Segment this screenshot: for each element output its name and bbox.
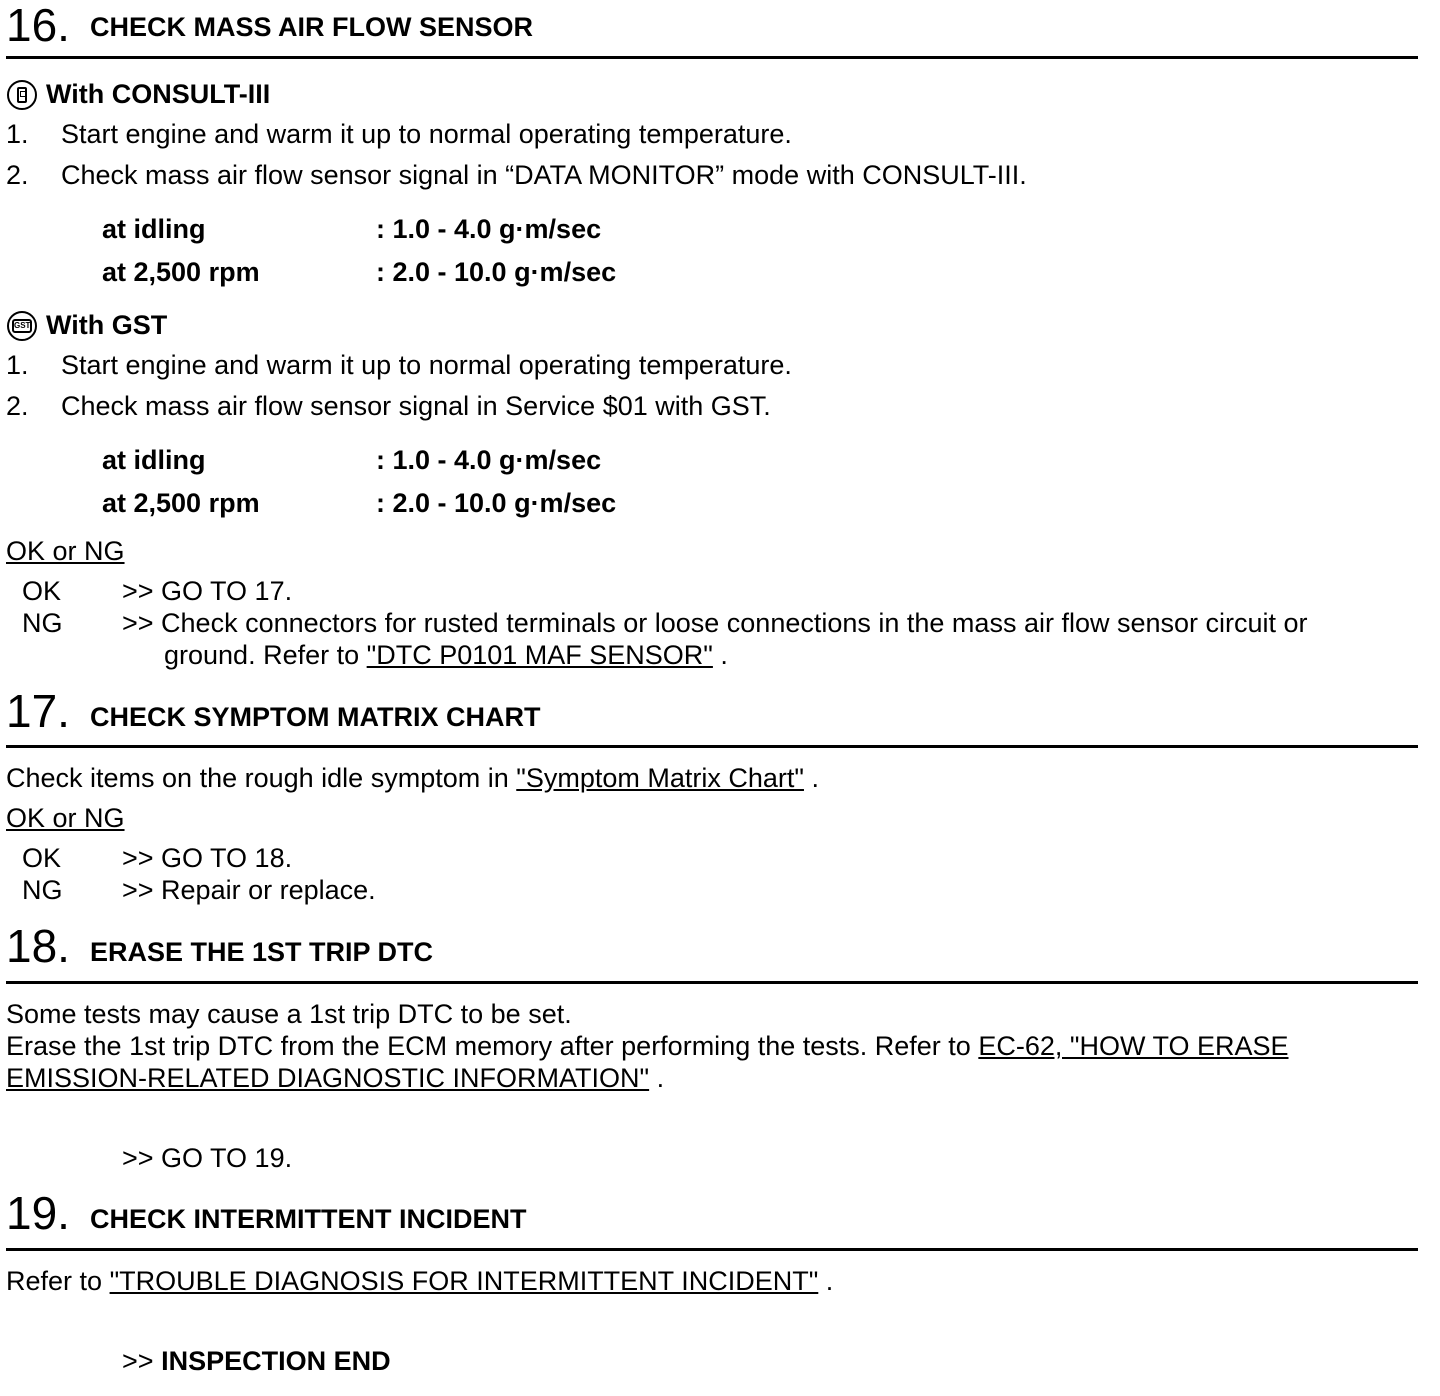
step-19-number: 19. [6,1187,70,1239]
inspection-end-line [122,1345,391,1377]
step-17-text-line [6,762,819,794]
dtc-p0101-link[interactable]: "DTC P0101 MAF SENSOR" [366,640,713,670]
gst-spec-idle-label: at idling [102,445,206,475]
step-16-title: CHECK MASS AIR FLOW SENSOR [90,12,534,42]
consult-spec-2500-label: at 2,500 rpm [102,257,260,287]
step-16-ok-label: OK [22,576,62,606]
step-18-line2: Erase the 1st trip DTC from the ECM memory after performing the tests. Refer to [6,1031,971,1061]
step-16-number: 16. [6,0,70,51]
step-16-ng-end: . [720,640,728,670]
consult-heading: With CONSULT-III [46,79,271,109]
gst-item-1-text: Start engine and warm it up to normal operating temperature. [61,350,792,380]
step-16-ng-refer: ground. Refer to [164,640,360,670]
step-18-end: . [656,1063,665,1093]
consult-icon [7,80,37,110]
step-17-text: Check items on the rough idle symptom in [6,763,509,793]
gst-spec-2500-value: : 2.0 - 10.0 g·m/sec [376,488,617,518]
step-19-text: Refer to [6,1266,103,1296]
step-17-divider [6,745,1418,748]
symptom-matrix-link[interactable]: "Symptom Matrix Chart" [516,763,804,793]
intermittent-incident-link[interactable]: "TROUBLE DIAGNOSIS FOR INTERMITTENT INCIDENT" [109,1266,819,1296]
gst-heading: With GST [46,310,168,340]
step-17-title: CHECK SYMPTOM MATRIX CHART [90,702,541,732]
step-16-ng-label: NG [22,608,63,638]
step-17-ok-label: OK [22,843,62,873]
consult-spec-idle-label: at idling [102,214,206,244]
consult-item-1-num: 1. [6,119,29,149]
step-17-number: 17. [6,685,70,737]
inspection-end-text: INSPECTION END [161,1346,391,1376]
step-18-goto: >> GO TO 19. [122,1143,293,1173]
step-18-number: 18. [6,920,70,972]
step-17-ng-label: NG [22,875,63,905]
consult-item-2-text: Check mass air flow sensor signal in “DATA MONITOR” mode with CONSULT-III. [61,160,1027,190]
step-16-ok-text: >> GO TO 17. [122,576,293,606]
step-17-result-heading: OK or NG [6,803,125,833]
step-18-line1: Some tests may cause a 1st trip DTC to be set. [6,999,572,1029]
step-18-divider [6,981,1418,984]
ec62-link-part2[interactable]: EMISSION-RELATED DIAGNOSTIC INFORMATION" [6,1063,650,1093]
gst-spec-idle-value: : 1.0 - 4.0 g·m/sec [376,445,602,475]
ec62-link-part1[interactable]: EC-62, "HOW TO ERASE [978,1031,1289,1061]
gst-item-2-num: 2. [6,391,29,421]
consult-item-2-num: 2. [6,160,29,190]
gst-icon: GST [7,311,37,341]
step-16-ng-text: >> Check connectors for rusted terminals or loose connections in the mass air flow sensor circuit or [122,608,1308,638]
inspection-end-arrow: >> [122,1346,154,1376]
gst-item-2-text: Check mass air flow sensor signal in Service $01 with GST. [61,391,771,421]
step-17-ok-text: >> GO TO 18. [122,843,293,873]
step-17-ng-text: >> Repair or replace. [122,875,376,905]
step-16-ng-line2 [164,639,728,671]
step-19-title: CHECK INTERMITTENT INCIDENT [90,1204,527,1234]
step-17-end: . [811,763,819,793]
step-19-end: . [825,1266,834,1296]
step-19-divider [6,1248,1418,1251]
consult-item-1-text: Start engine and warm it up to normal operating temperature. [61,119,792,149]
consult-spec-2500-value: : 2.0 - 10.0 g·m/sec [376,257,617,287]
step-18-line2-row [6,1030,1289,1062]
step-18-title: ERASE THE 1ST TRIP DTC [90,937,434,967]
step-18-line3-row [6,1062,664,1094]
step-16-result-heading: OK or NG [6,536,125,566]
step-16-divider [6,56,1418,59]
gst-item-1-num: 1. [6,350,29,380]
step-19-text-line [6,1265,833,1297]
gst-spec-2500-label: at 2,500 rpm [102,488,260,518]
consult-spec-idle-value: : 1.0 - 4.0 g·m/sec [376,214,602,244]
